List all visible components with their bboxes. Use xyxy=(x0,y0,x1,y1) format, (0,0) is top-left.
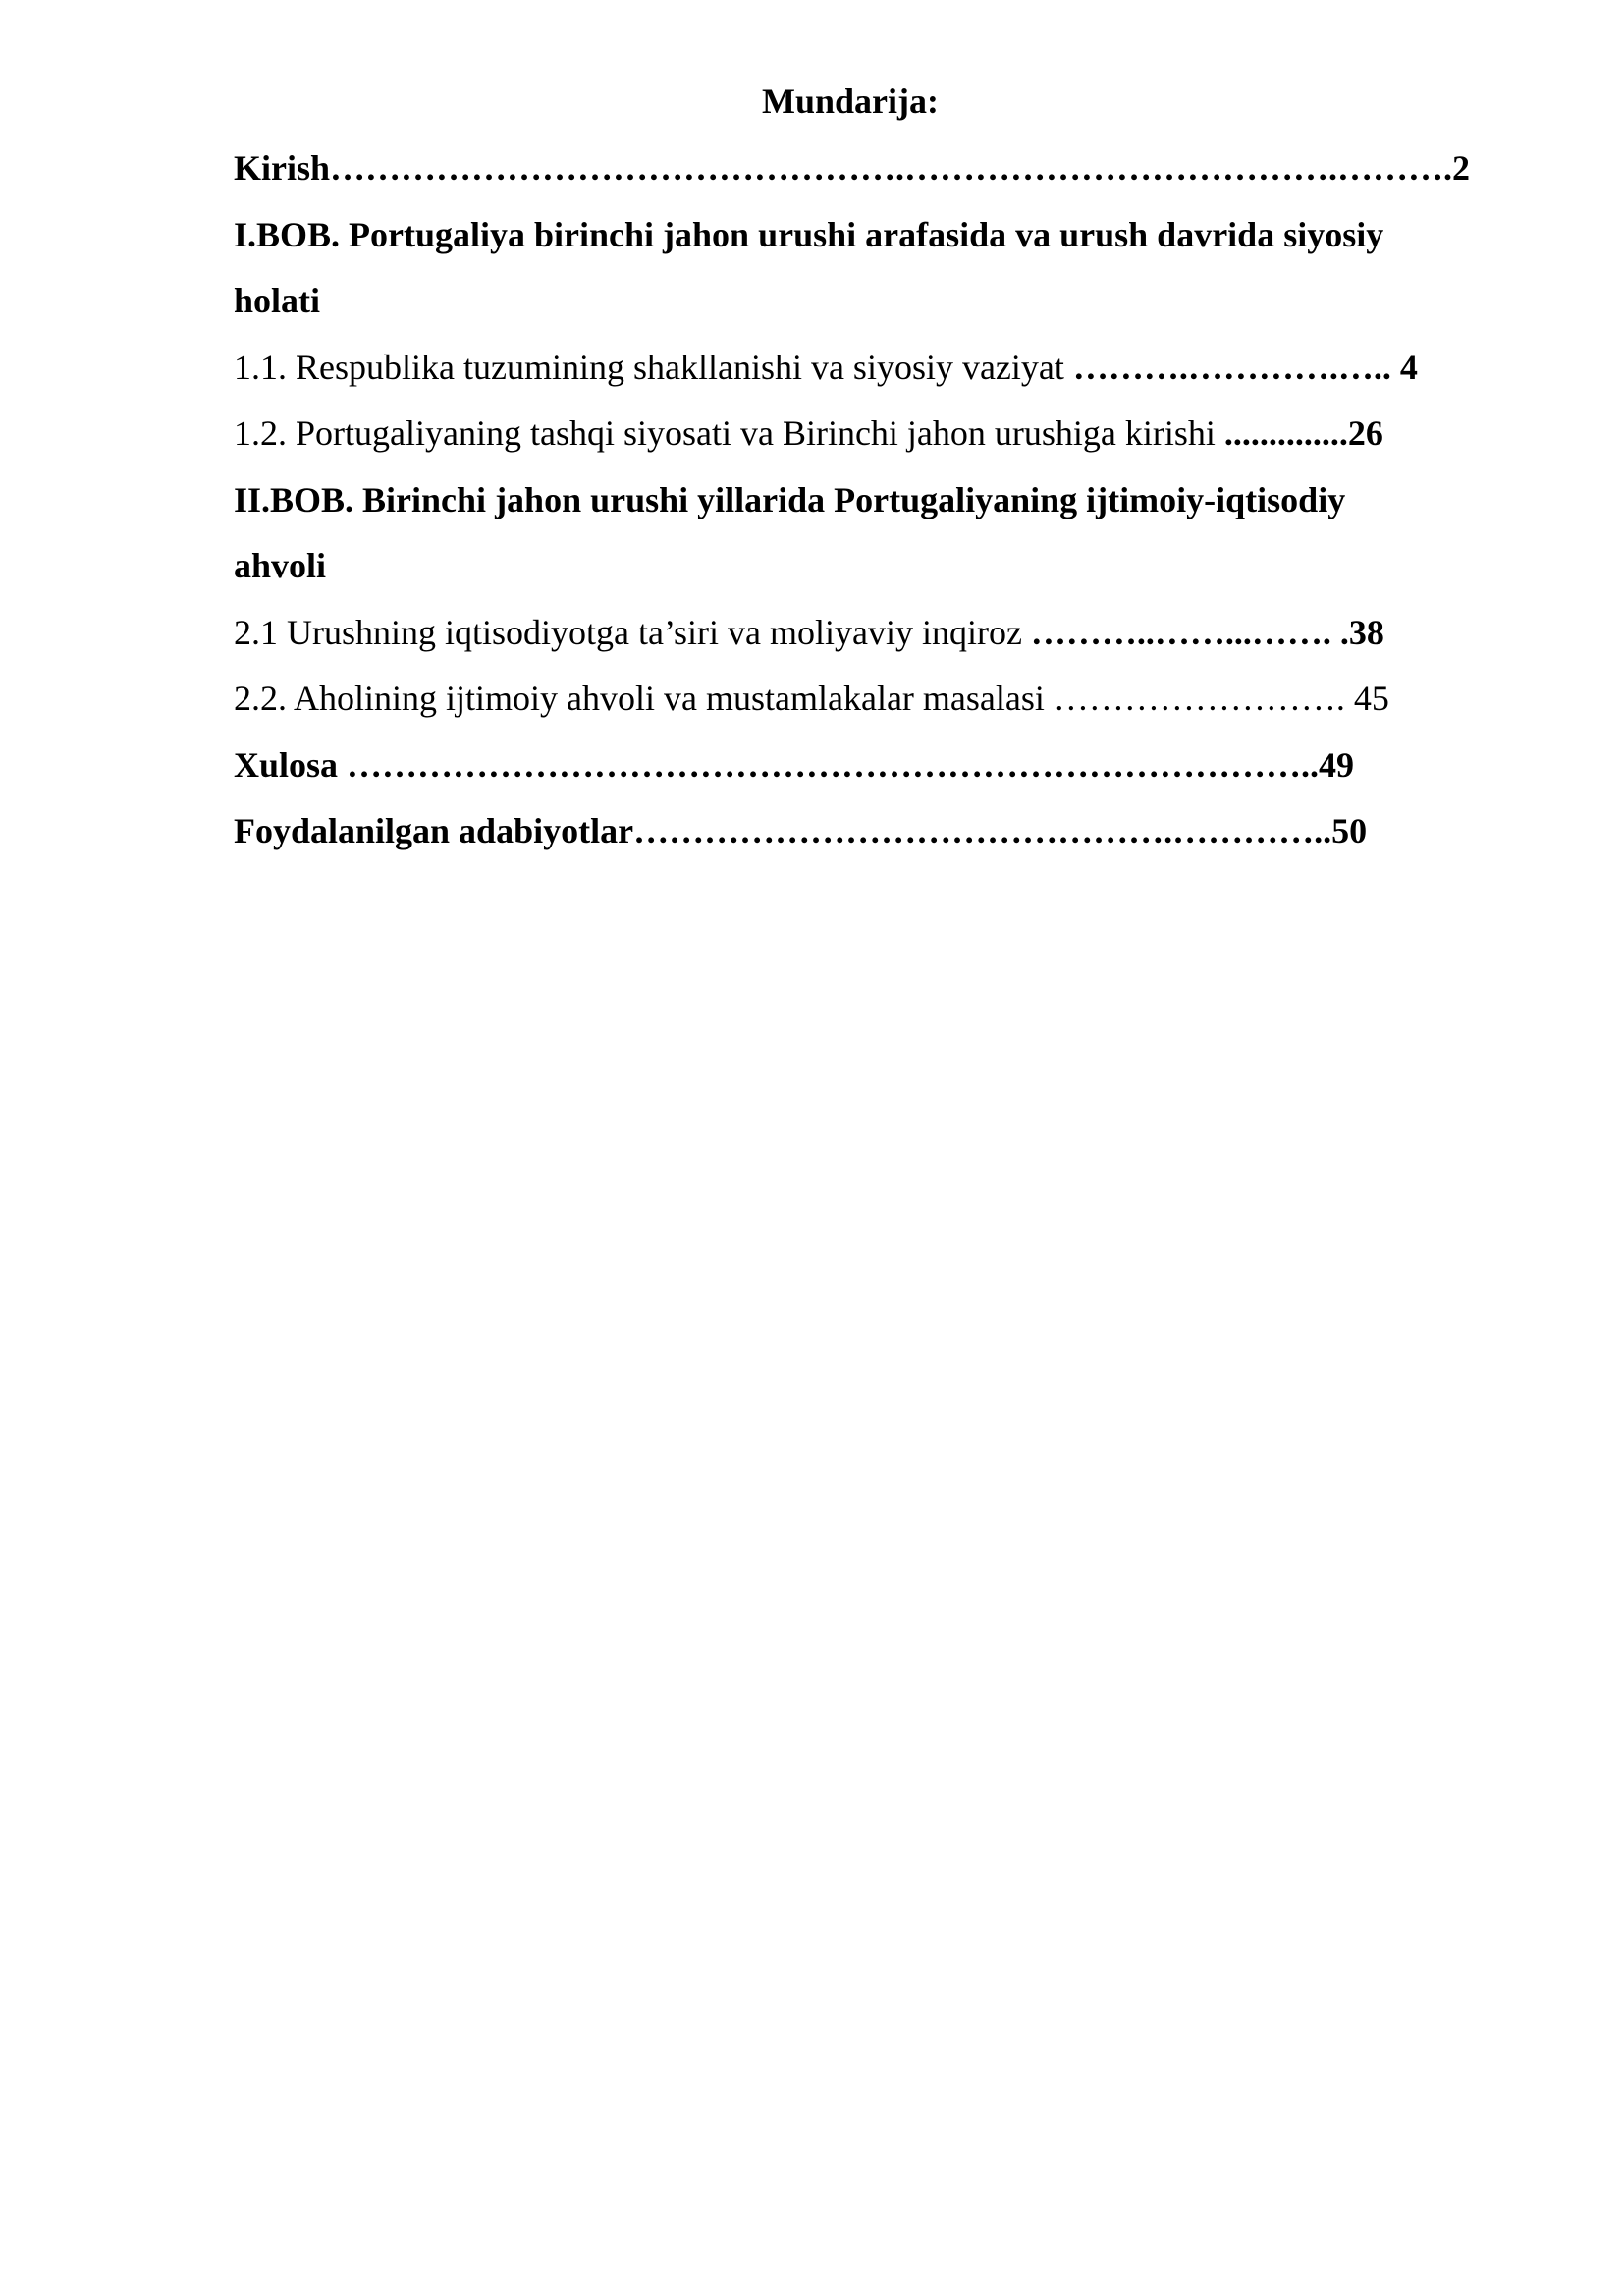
toc-chapter-1-heading-cont: holati xyxy=(234,281,321,320)
toc-chapter-2-heading: II.BOB. Birinchi jahon urushi yillarida Portugaliyaning ijtimoiy-iqtisodiy xyxy=(234,479,1346,519)
toc-entry-text: 1.1. Respublika tuzumining shakllanishi va siyosiy vaziyat xyxy=(234,347,1064,387)
toc-entry-text: 1.2. Portugaliyaning tashqi siyosati va Birinchi jahon urushiga kirishi xyxy=(234,413,1216,453)
toc-entry-xulosa xyxy=(234,733,1492,799)
toc-entry-adabiyotlar xyxy=(234,798,1492,865)
toc-entry-leader: ………………………………………….……………………………….……….2 xyxy=(330,148,1471,188)
toc-entry-kirish xyxy=(234,136,1492,202)
toc-chapter-2-heading-cont: ahvoli xyxy=(234,546,327,585)
toc-entry-1-1 xyxy=(234,335,1492,402)
toc-entry-2-1 xyxy=(234,600,1492,667)
table-of-contents xyxy=(234,73,1492,865)
toc-chapter-1-heading: I.BOB. Portugaliya birinchi jahon urushi arafasida va urush davrida siyosiy xyxy=(234,214,1384,254)
toc-entry-leader: ………..……...……. .38 xyxy=(1021,612,1384,652)
toc-entry-text: Foydalanilgan adabiyotlar xyxy=(234,811,634,850)
toc-entry-2-2 xyxy=(234,666,1492,733)
toc-entry-leader: ..............26 xyxy=(1215,413,1383,453)
toc-entry-leader: ………………………………………………………………………..49 xyxy=(338,744,1355,785)
toc-entry-leader: ……….………….….. 4 xyxy=(1063,347,1418,387)
toc-entry-1-2 xyxy=(234,401,1492,467)
toc-entry-leader: ……………………………………….…………..50 xyxy=(633,811,1368,850)
toc-entry-text: Kirish xyxy=(234,148,331,188)
toc-entry-text: 2.2. Aholining ijtimoiy ahvoli va mustamlakalar masalasi xyxy=(234,679,1045,718)
toc-entry-text: 2.1 Urushning iqtisodiyotga ta’siri va moliyaviy inqiroz xyxy=(234,612,1022,652)
toc-entry-text: Xulosa xyxy=(234,744,339,785)
toc-entry-leader: ……………………. 45 xyxy=(1044,679,1389,718)
toc-title: Mundarija: xyxy=(762,82,939,121)
